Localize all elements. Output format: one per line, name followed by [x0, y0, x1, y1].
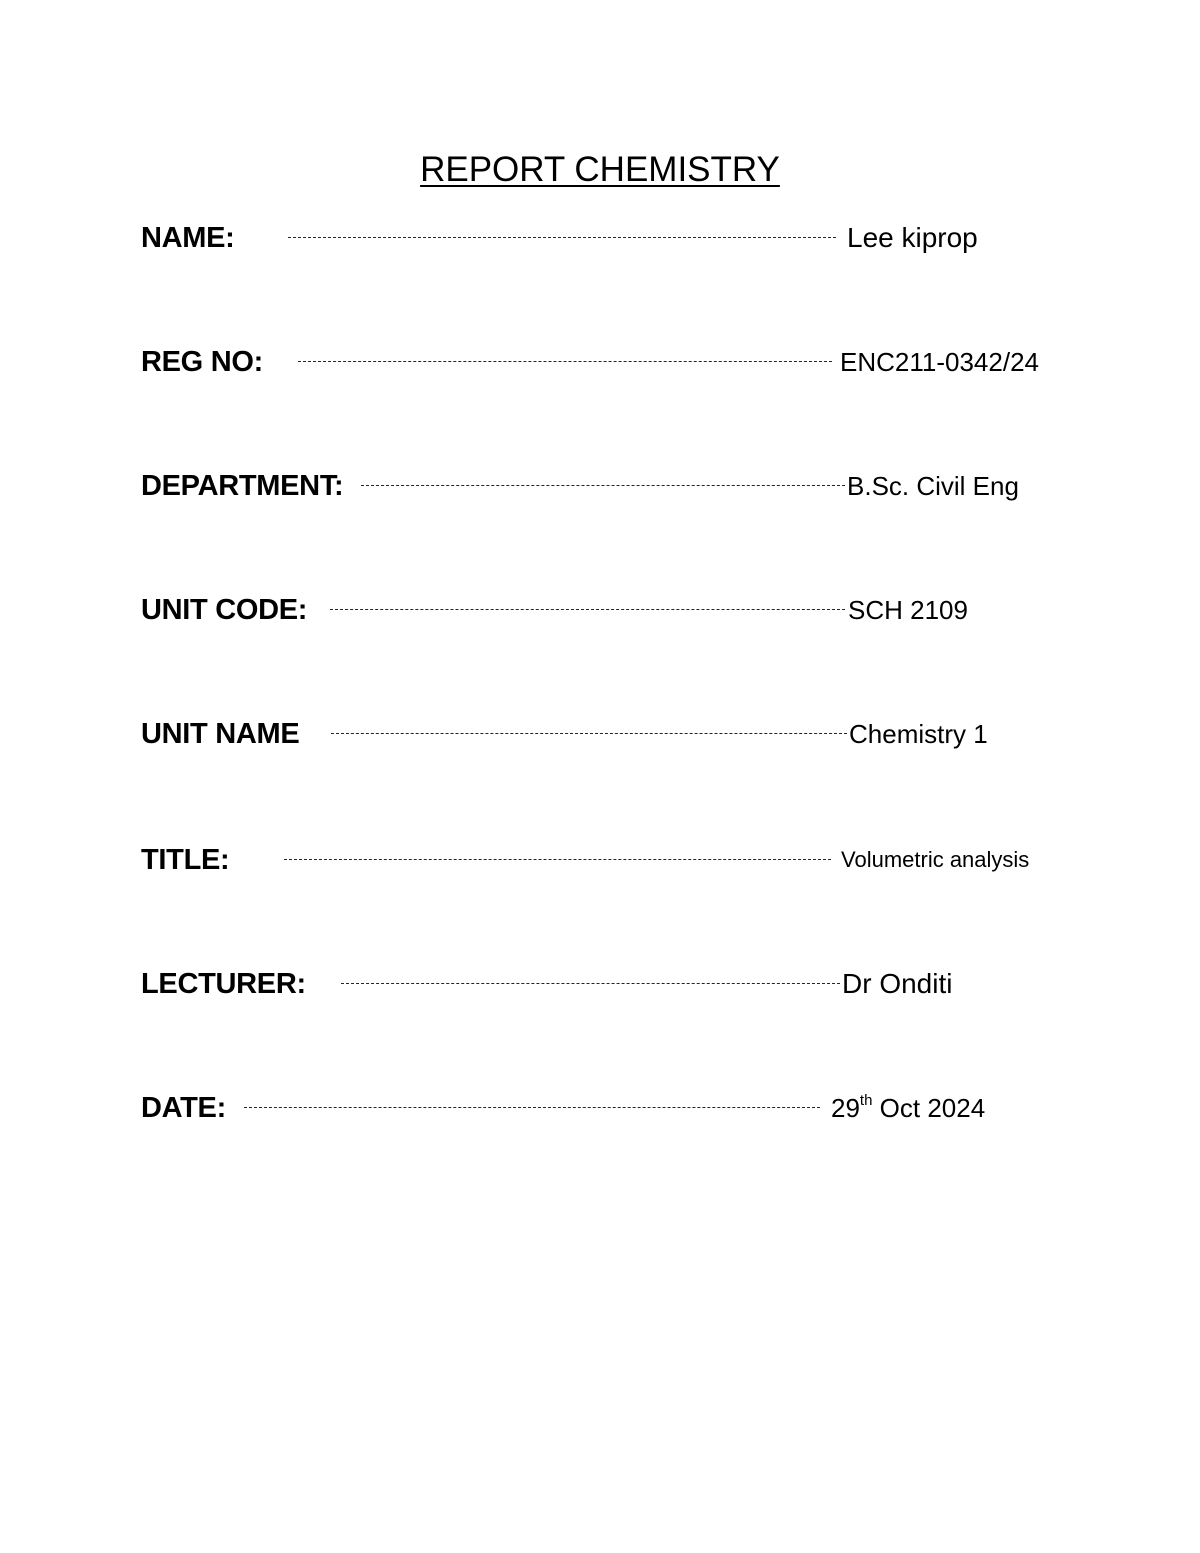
field-row-date: [0, 1086, 1200, 1130]
field-value-unit-name: Chemistry 1: [849, 719, 988, 749]
dotted-leader: [331, 733, 847, 734]
field-value-title: Volumetric analysis: [841, 847, 1030, 872]
field-label-reg-no: REG NO:: [141, 346, 263, 378]
dotted-leader: [341, 983, 840, 984]
dotted-leader: [298, 361, 832, 362]
dotted-leader: [288, 237, 836, 238]
field-row-reg-no: [0, 340, 1200, 384]
field-row-unit-code: [0, 588, 1200, 632]
date-month-year: Oct 2024: [879, 1093, 986, 1123]
dotted-leader: [361, 485, 845, 486]
date-ordinal-suffix: th: [859, 1092, 873, 1110]
field-label-department: DEPARTMENT:: [141, 470, 344, 502]
field-value-date: [831, 1086, 985, 1130]
field-value-unit-code: SCH 2109: [848, 595, 968, 625]
field-row-lecturer: [0, 962, 1200, 1006]
field-label-title: TITLE:: [141, 844, 230, 876]
field-row-department: [0, 464, 1200, 508]
field-label-date: DATE:: [141, 1092, 226, 1124]
field-value-department: B.Sc. Civil Eng: [847, 471, 1019, 501]
field-label-name: NAME:: [141, 222, 235, 254]
field-value-name: Lee kiprop: [847, 222, 978, 253]
dotted-leader: [330, 609, 845, 610]
field-row-name: [0, 216, 1200, 260]
field-row-unit-name: [0, 712, 1200, 756]
field-value-lecturer: Dr Onditi: [842, 968, 953, 999]
field-label-unit-code: UNIT CODE:: [141, 594, 308, 626]
field-label-unit-name: UNIT NAME: [141, 718, 300, 750]
field-value-reg-no: ENC211-0342/24: [840, 347, 1039, 377]
field-row-title: [0, 838, 1200, 882]
dotted-leader: [284, 859, 831, 860]
field-label-lecturer: LECTURER:: [141, 968, 306, 1000]
date-day: 29: [831, 1093, 860, 1123]
page-title: REPORT CHEMISTRY: [420, 150, 780, 189]
dotted-leader: [244, 1107, 820, 1108]
